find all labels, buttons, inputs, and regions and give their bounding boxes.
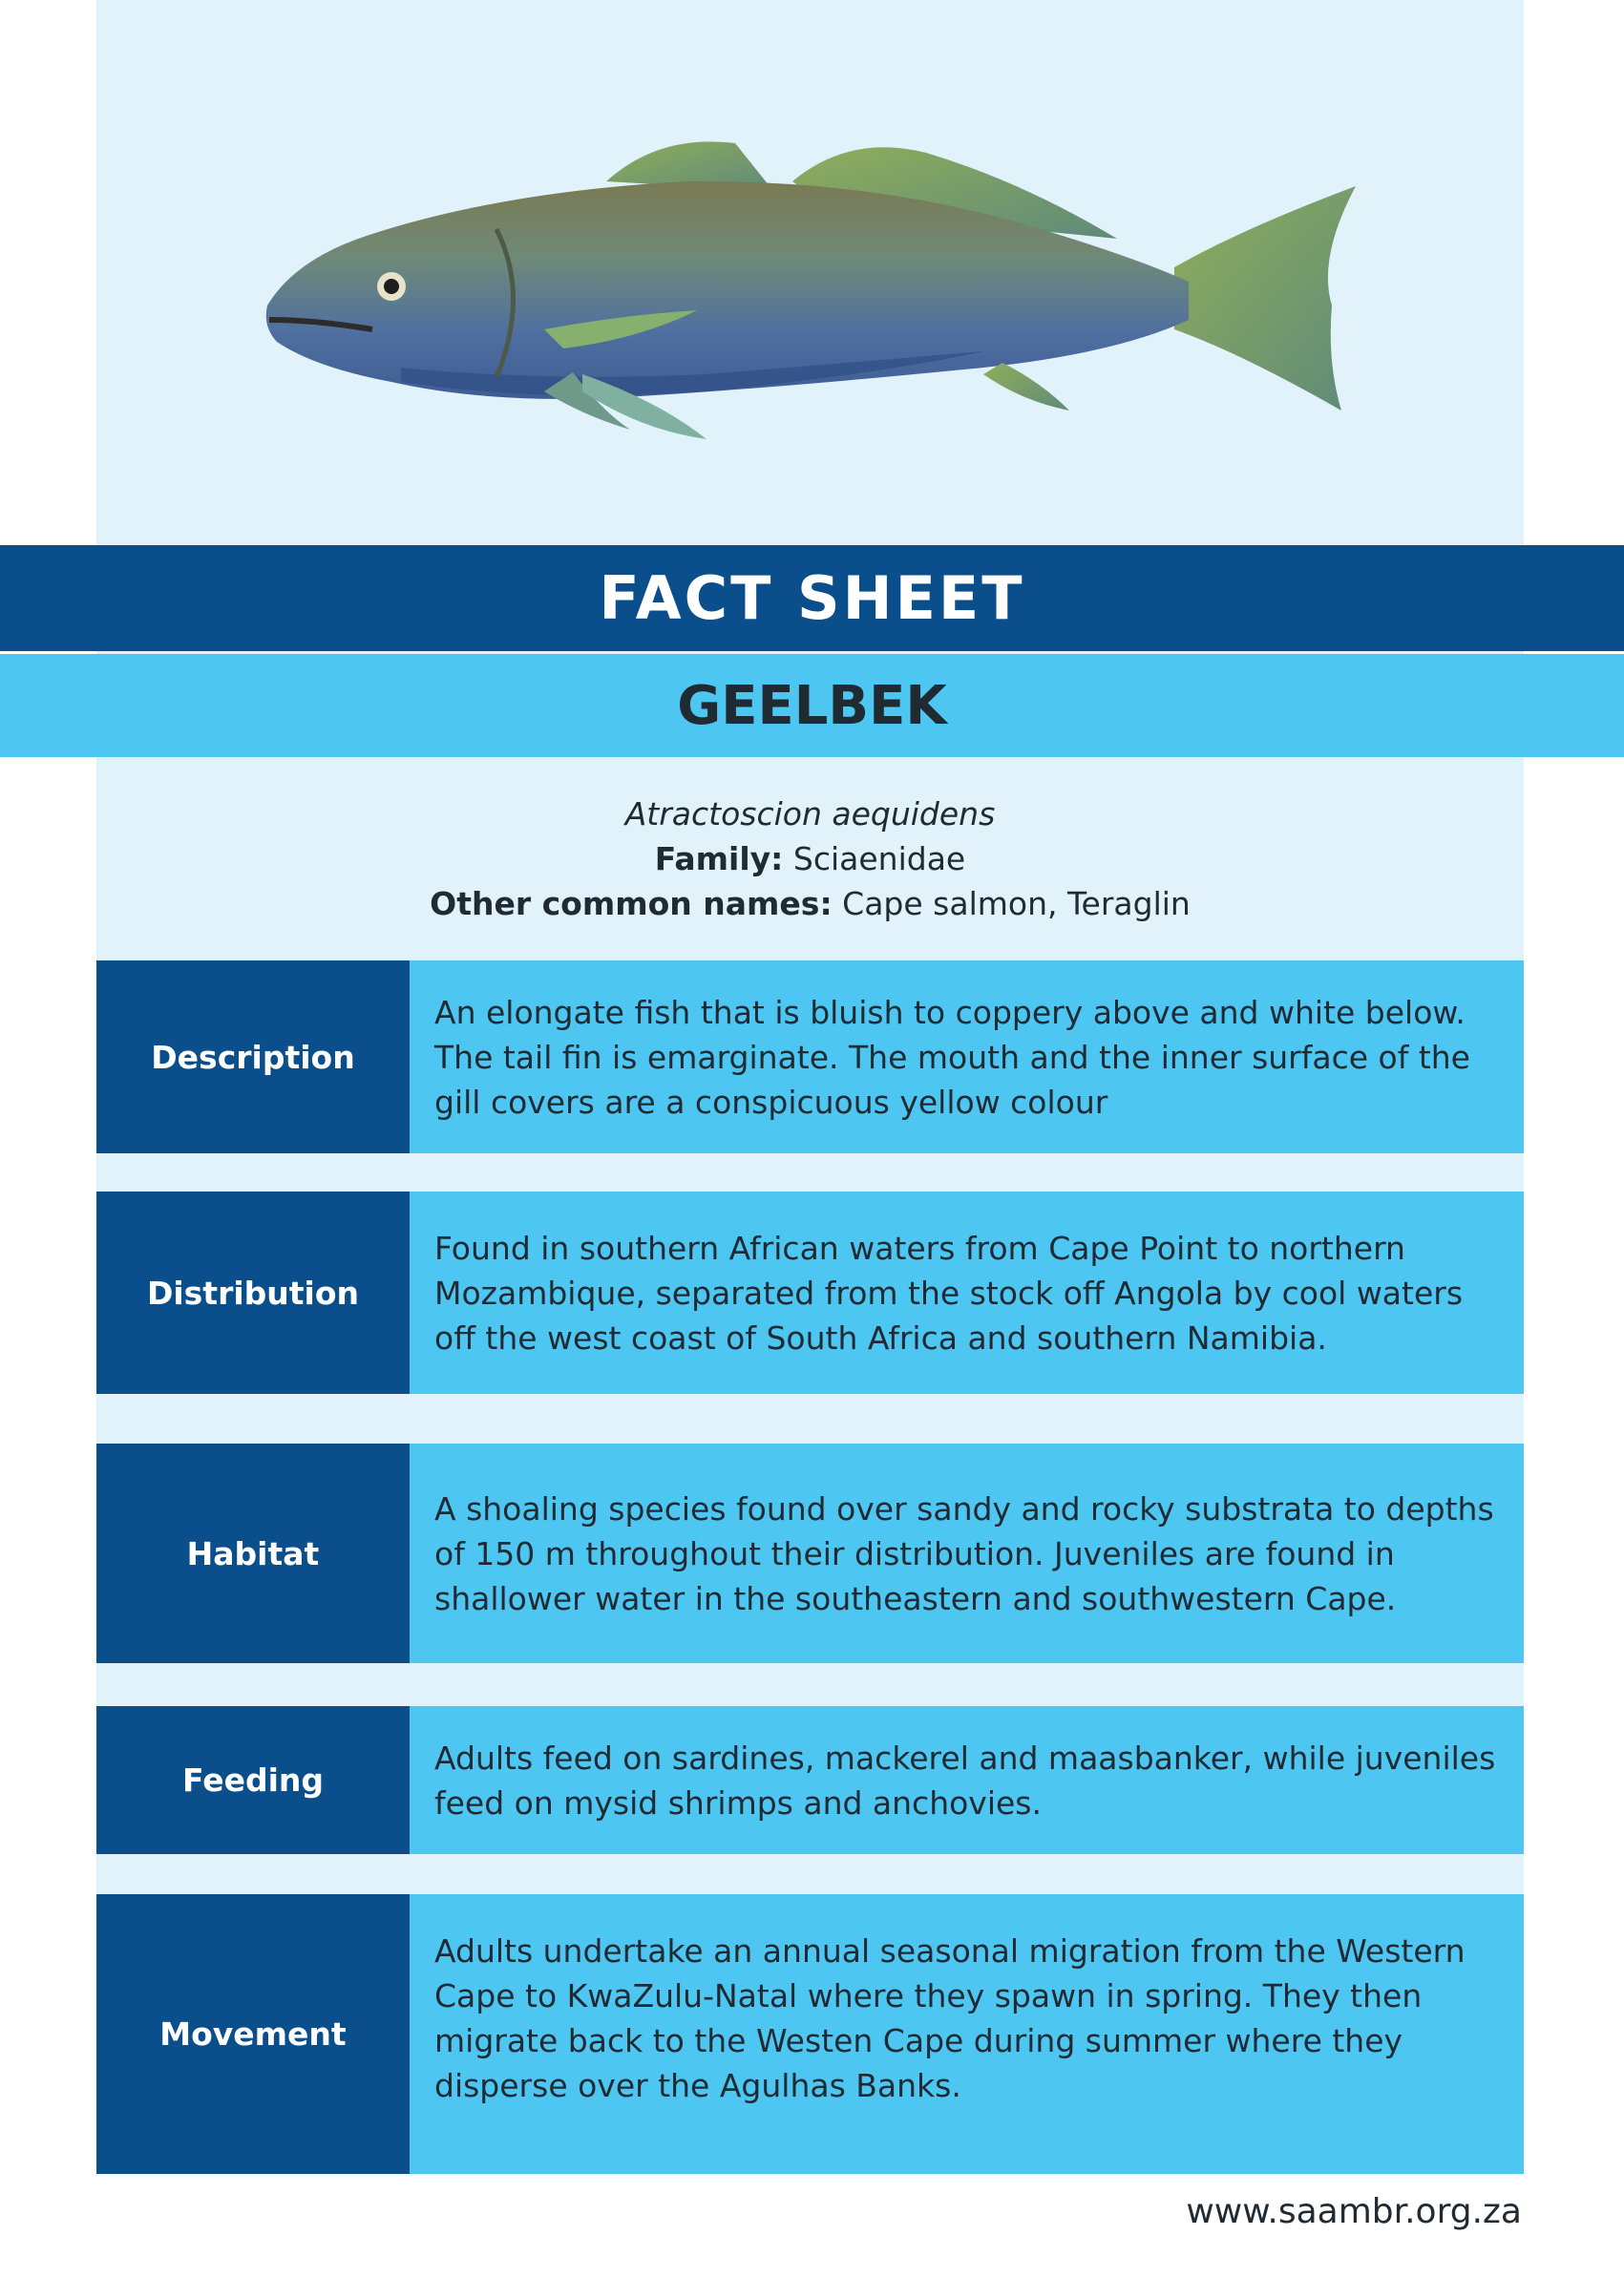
scientific-name-line [96, 795, 1524, 833]
section-text: Found in southern African waters from Cape Point to northern Mozambique, separated from the stock off Angola by cool waters off the west coast of South Africa and southern Namibia. [434, 1229, 1464, 1357]
section-label: Distribution [96, 1192, 410, 1394]
family-line [96, 840, 1524, 877]
section-text: Adults undertake an annual seasonal migration from the Western Cape to KwaZulu-Natal where they spawn in spring. They then migrate back to the Westen Cape during summer where they disperse over the Agulhas Banks. [434, 1932, 1466, 2104]
fish-illustration [258, 124, 1365, 468]
common-names-value: Cape salmon, Teraglin [842, 885, 1191, 922]
species-banner [0, 654, 1624, 757]
section-distribution [96, 1192, 1524, 1394]
common-names-line [96, 885, 1524, 922]
section-label: Feeding [96, 1706, 410, 1854]
family-value: Sciaenidae [792, 840, 966, 877]
common-names-label: Other common names: [430, 885, 833, 922]
section-text-container [410, 1894, 1524, 2174]
scientific-name: Atractoscion aequidens [624, 795, 996, 833]
species-name: GEELBEK [677, 674, 947, 737]
section-text: An elongate fish that is bluish to coppery above and white below. The tail fin is emarginate. The mouth and the inner surface of the gill covers are a conspicuous yellow colour [434, 993, 1470, 1121]
section-text-container [410, 1444, 1524, 1663]
section-description [96, 960, 1524, 1153]
section-movement [96, 1894, 1524, 2174]
family-label: Family: [654, 840, 784, 877]
section-text: A shoaling species found over sandy and rocky substrata to depths of 150 m throughout their distribution. Juveniles are found in shallower water in the southeastern and southwestern Cape. [434, 1489, 1494, 1617]
section-text-container [410, 1706, 1524, 1854]
section-text: Adults feed on sardines, mackerel and maasbanker, while juveniles feed on mysid shrimps and anchovies. [434, 1739, 1496, 1822]
section-label: Movement [96, 1894, 410, 2174]
section-habitat [96, 1444, 1524, 1663]
section-text-container [410, 1192, 1524, 1394]
banner-title: FACT SHEET [599, 563, 1025, 633]
fact-sheet-banner [0, 545, 1624, 651]
section-text-container [410, 960, 1524, 1153]
section-label: Description [96, 960, 410, 1153]
website-url[interactable]: www.saambr.org.za [1186, 2192, 1522, 2231]
section-label: Habitat [96, 1444, 410, 1663]
section-feeding [96, 1706, 1524, 1854]
